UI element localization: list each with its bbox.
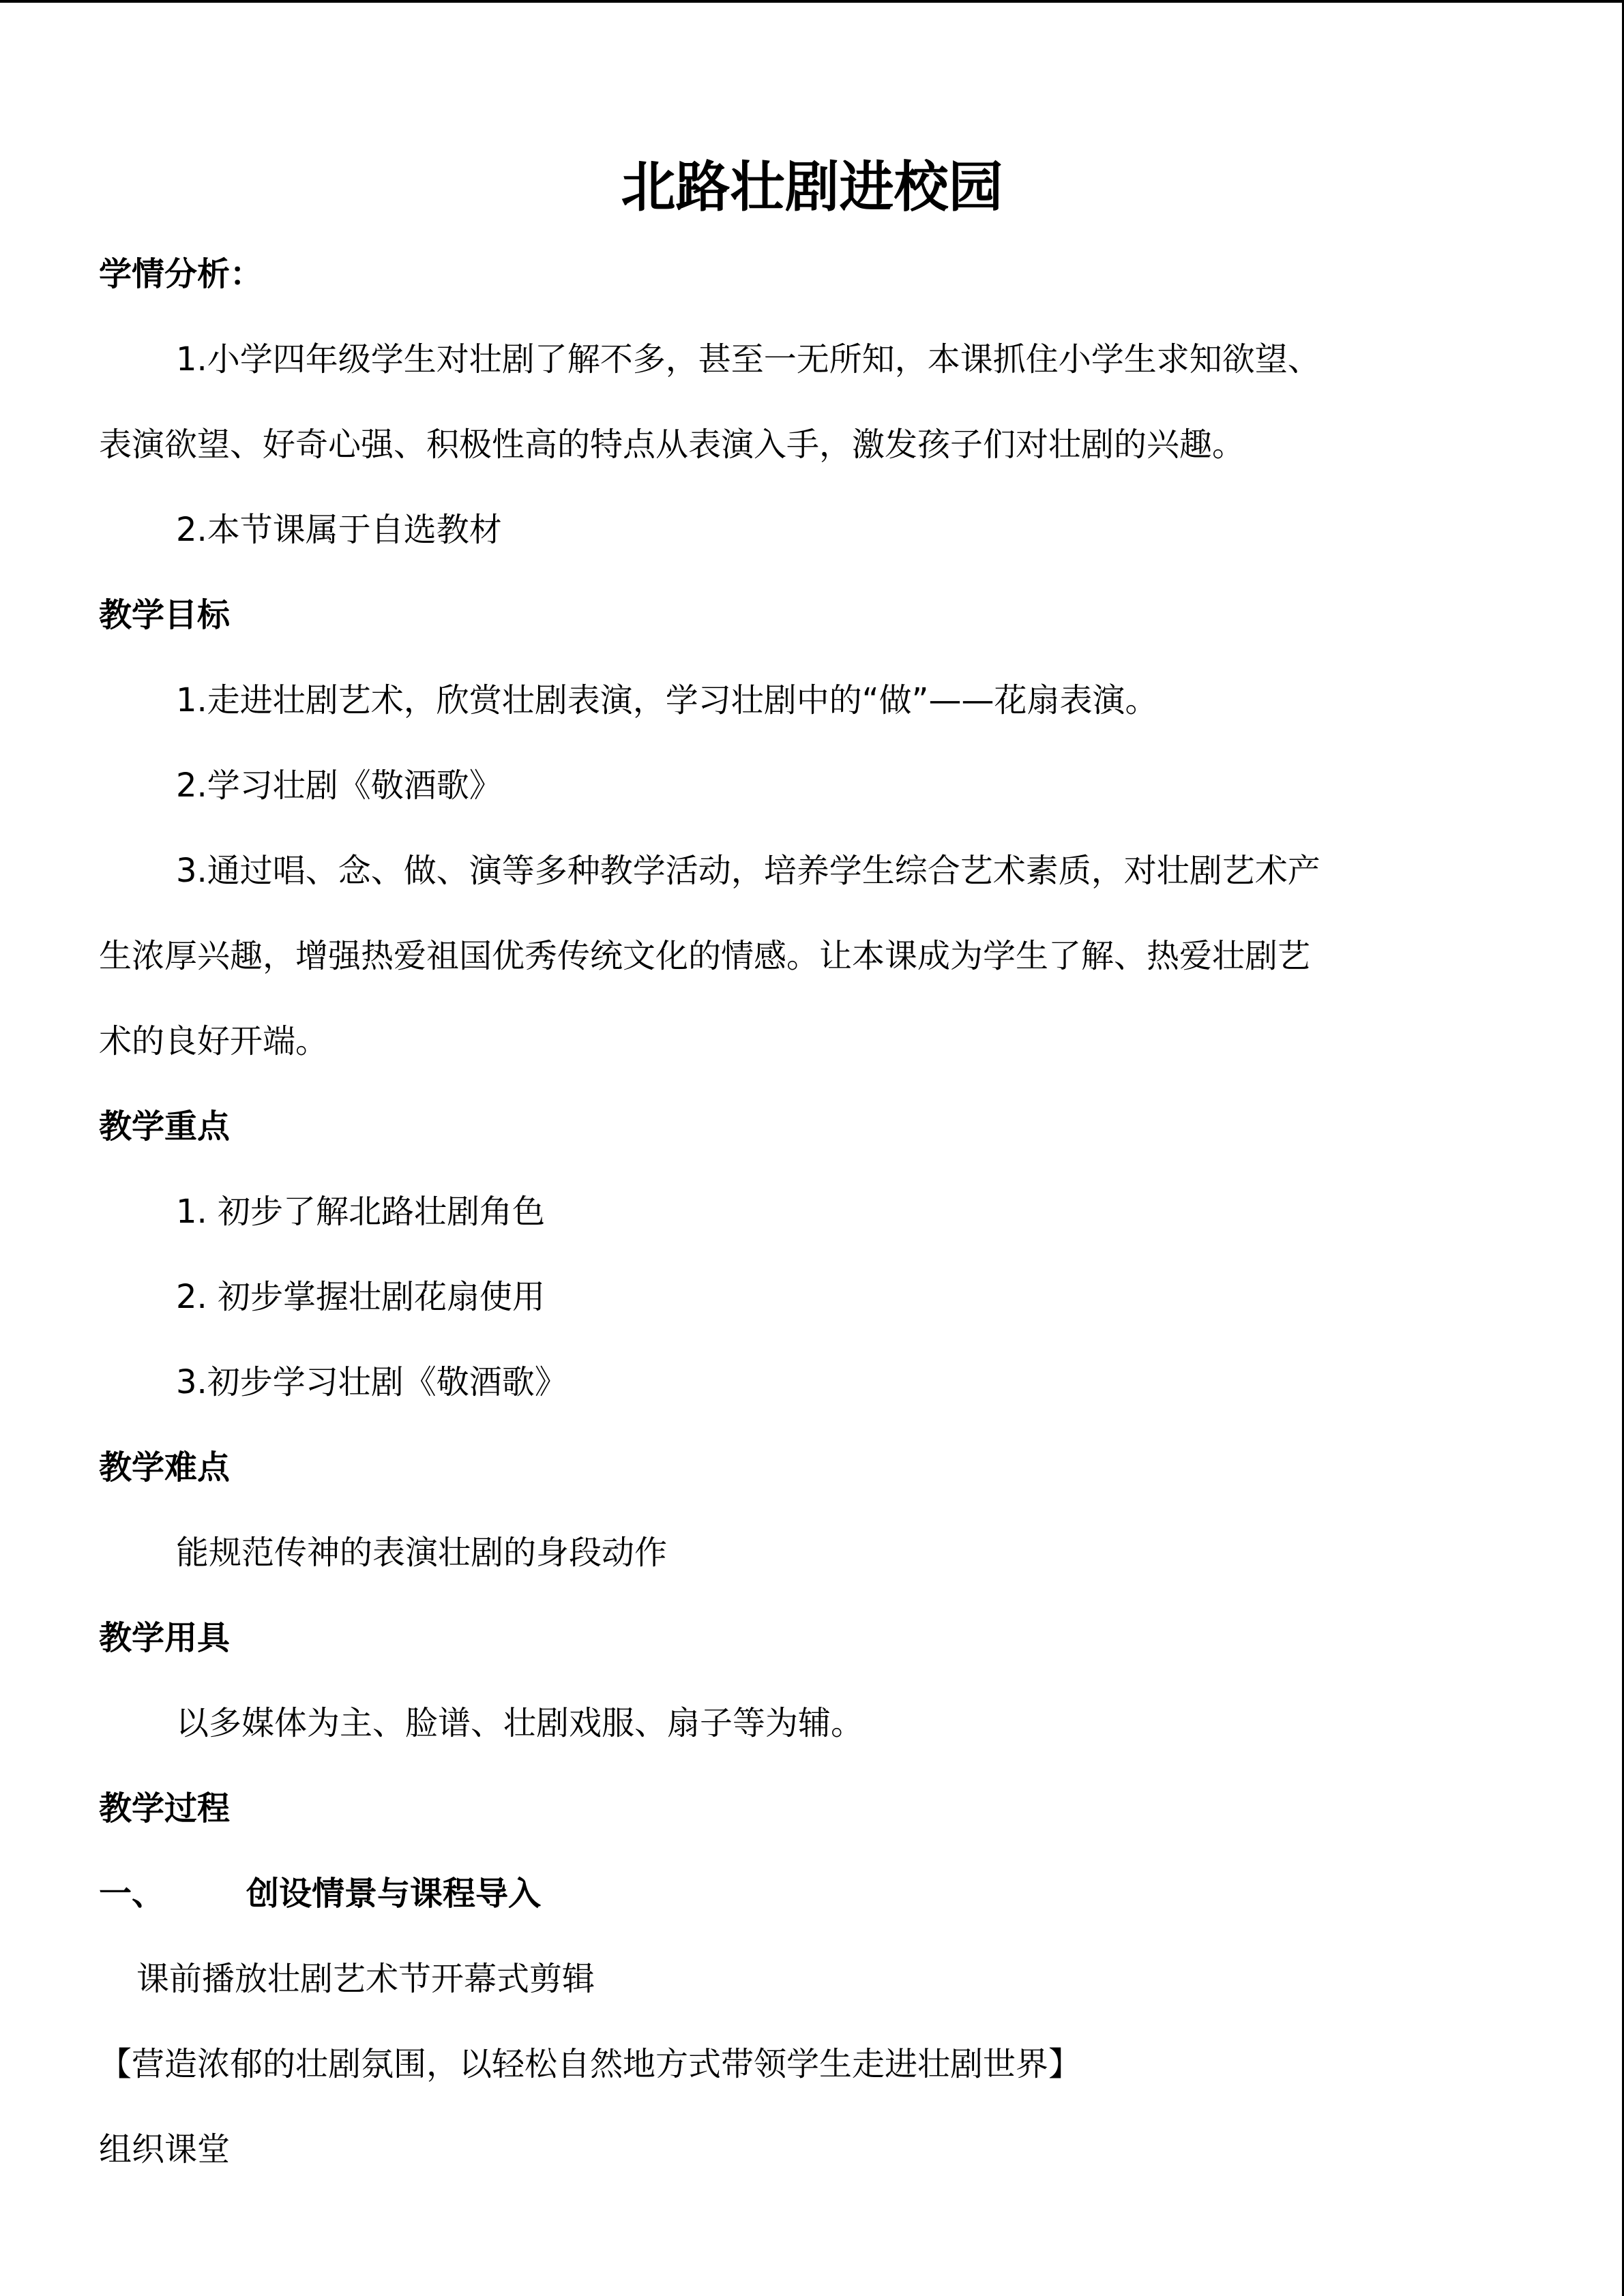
section-heading-objectives: 教学目标 — [99, 596, 231, 634]
process-step-1-heading — [99, 1873, 541, 1914]
section-heading-difficulties: 教学难点 — [99, 1448, 231, 1487]
section-heading-teaching-aids: 教学用具 — [99, 1619, 231, 1657]
objective-1: 1.走进壮剧艺术，欣赏壮剧表演，学习壮剧中的“做”——花扇表演。 — [176, 681, 1158, 719]
key-point-2: 2. 初步掌握壮剧花扇使用 — [176, 1278, 546, 1316]
process-step-1-text: 课前播放壮剧艺术节开幕式剪辑 — [136, 1960, 595, 1998]
analysis-point-1-line-2: 表演欲望、好奇心强、积极性高的特点从表演入手，激发孩子们对壮剧的兴趣。 — [99, 426, 1245, 464]
difficulty-1: 能规范传神的表演壮剧的身段动作 — [176, 1534, 668, 1572]
analysis-point-2: 2.本节课属于自选教材 — [176, 511, 502, 549]
process-organize-class: 组织课堂 — [99, 2130, 231, 2168]
objective-3-line-3: 术的良好开端。 — [99, 1022, 329, 1060]
page-top-border — [0, 0, 1624, 3]
key-point-1: 1. 初步了解北路壮剧角色 — [176, 1193, 546, 1231]
process-step-1-number: 一、 — [99, 1875, 165, 1913]
analysis-point-1-line-1: 1.小学四年级学生对壮剧了解不多，甚至一无所知，本课抓住小学生求知欲望、 — [176, 340, 1320, 378]
section-heading-analysis: 学情分析： — [99, 255, 263, 293]
teaching-aids-text: 以多媒体为主、脸谱、壮剧戏服、扇子等为辅。 — [176, 1704, 864, 1742]
objective-3-line-1: 3.通过唱、念、做、演等多种教学活动，培养学生综合艺术素质，对壮剧艺术产 — [176, 852, 1320, 890]
section-heading-key-points: 教学重点 — [99, 1107, 231, 1146]
document-title: 北路壮剧进校园 — [621, 155, 1003, 219]
key-point-3: 3.初步学习壮剧《敬酒歌》 — [176, 1363, 567, 1401]
process-step-1-title: 创设情景与课程导入 — [246, 1875, 542, 1913]
section-heading-process: 教学过程 — [99, 1789, 231, 1828]
objective-3-line-2: 生浓厚兴趣，增强热爱祖国优秀传统文化的情感。让本课成为学生了解、热爱壮剧艺 — [99, 937, 1311, 975]
process-step-1-note: 【营造浓郁的壮剧氛围，以轻松自然地方式带领学生走进壮剧世界】 — [99, 2045, 1082, 2083]
objective-2: 2.学习壮剧《敬酒歌》 — [176, 766, 502, 805]
